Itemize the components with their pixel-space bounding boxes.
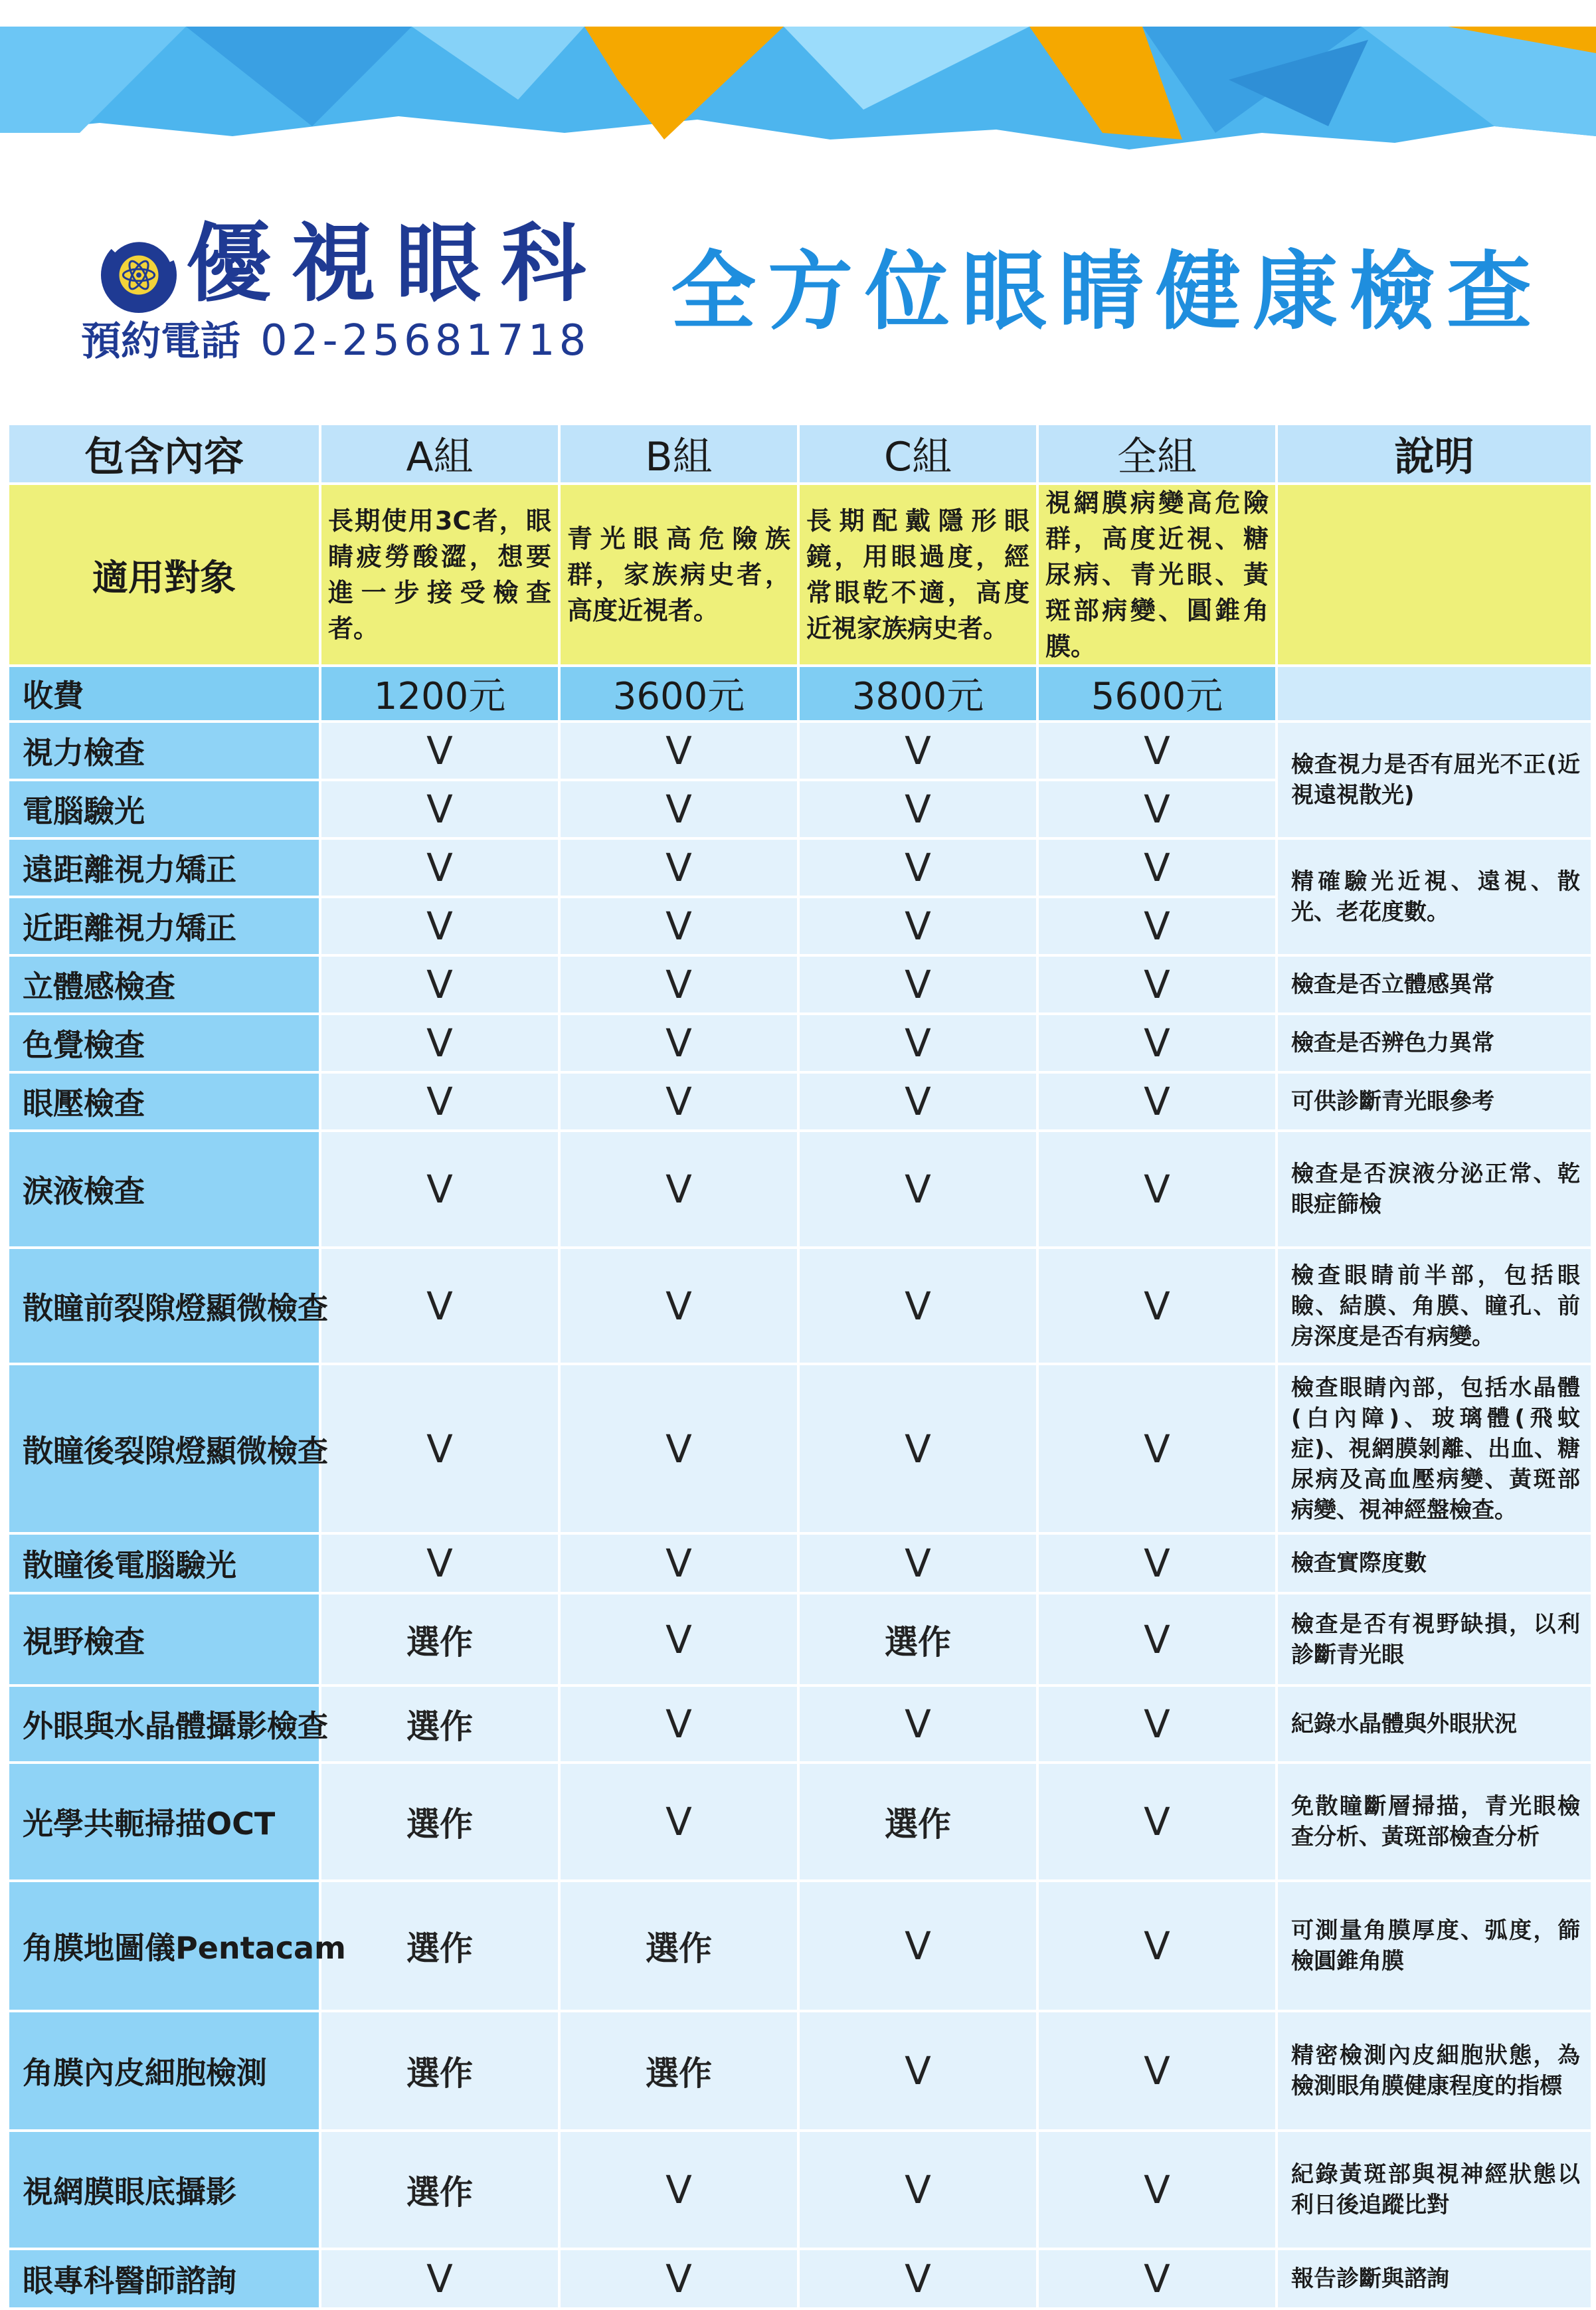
exam-description: 檢查眼睛前半部，包括眼瞼、結膜、角膜、瞳孔、前房深度是否有病變。	[1277, 1248, 1592, 1364]
mark-group-b: V	[559, 1763, 798, 1881]
exam-name: 視網膜眼底攝影	[8, 2131, 320, 2249]
exam-description: 檢查是否有視野缺損，以利診斷青光眼	[1277, 1593, 1592, 1685]
mark-all: V	[1037, 722, 1277, 780]
mark-group-a: V	[320, 1072, 559, 1131]
col-header-group-a: A組	[320, 424, 559, 484]
exam-description: 可供診斷青光眼參考	[1277, 1072, 1592, 1131]
exam-description: 檢查眼睛內部，包括水晶體(白內障)、玻璃體(飛蚊症)、視網膜剝離、出血、糖尿病及高血壓病變、黃斑部病變、視神經盤檢查。	[1277, 1364, 1592, 1533]
mark-group-c: V	[798, 2249, 1037, 2309]
mark-all: V	[1037, 838, 1277, 897]
target-group-b: 青光眼高危險族群，家族病史者，高度近視者。	[559, 484, 798, 666]
mark-group-b: V	[559, 1072, 798, 1131]
exam-name: 散瞳後電腦驗光	[8, 1533, 320, 1593]
mark-group-b: V	[559, 1593, 798, 1685]
mark-group-a: V	[320, 1014, 559, 1072]
mark-group-c: V	[798, 780, 1037, 838]
mark-group-a: 選作	[320, 2011, 559, 2131]
mark-group-c: V	[798, 1072, 1037, 1131]
exam-description: 報告診斷與諮詢	[1277, 2249, 1592, 2309]
exam-description: 檢查視力是否有屈光不正(近視遠視散光)	[1277, 722, 1592, 838]
phone-line	[81, 311, 590, 381]
col-header-description: 說明	[1277, 424, 1592, 484]
table-row	[8, 955, 1592, 1014]
mark-group-c: V	[798, 2011, 1037, 2131]
decorative-banner	[0, 0, 1596, 173]
exam-description: 紀錄黃斑部與視神經狀態以利日後追蹤比對	[1277, 2131, 1592, 2249]
mark-group-b: 選作	[559, 2011, 798, 2131]
table-row	[8, 2131, 1592, 2249]
exam-name: 散瞳後裂隙燈顯微檢查	[8, 1364, 320, 1533]
mark-group-b: 選作	[559, 1881, 798, 2011]
exam-name: 眼壓檢查	[8, 1072, 320, 1131]
table-row	[8, 1072, 1592, 1131]
mark-group-a: V	[320, 897, 559, 955]
fee-label: 收費	[8, 666, 320, 722]
mark-group-b: V	[559, 2249, 798, 2309]
mark-group-a: V	[320, 838, 559, 897]
exam-name: 視野檢查	[8, 1593, 320, 1685]
mark-group-c: V	[798, 1881, 1037, 2011]
table-row	[8, 722, 1592, 780]
clinic-logo-icon	[100, 236, 178, 314]
mark-group-a: 選作	[320, 2131, 559, 2249]
table-row	[8, 1014, 1592, 1072]
mark-group-c: V	[798, 955, 1037, 1014]
table-row	[8, 1364, 1592, 1533]
mark-group-c: V	[798, 1685, 1037, 1763]
phone-number[interactable]: 02-25681718	[260, 316, 590, 365]
target-row	[8, 484, 1592, 666]
table-row	[8, 838, 1592, 897]
exam-description: 檢查是否辨色力異常	[1277, 1014, 1592, 1072]
mark-all: V	[1037, 780, 1277, 838]
target-group-c: 長期配戴隱形眼鏡，用眼過度，經常眼乾不適，高度近視家族病史者。	[798, 484, 1037, 666]
exam-name: 角膜地圖儀Pentacam	[8, 1881, 320, 2011]
mark-all: V	[1037, 1072, 1277, 1131]
table-row	[8, 2011, 1592, 2131]
exam-name: 角膜內皮細胞檢測	[8, 2011, 320, 2131]
table-row	[8, 1593, 1592, 1685]
mark-group-c: V	[798, 1248, 1037, 1364]
mark-group-a: 選作	[320, 1881, 559, 2011]
mark-group-c: V	[798, 1131, 1037, 1248]
mark-group-a: 選作	[320, 1685, 559, 1763]
mark-group-b: V	[559, 780, 798, 838]
mark-all: V	[1037, 897, 1277, 955]
exam-description: 檢查實際度數	[1277, 1533, 1592, 1593]
exam-name: 光學共軛掃描OCT	[8, 1763, 320, 1881]
fee-all: 5600元	[1037, 666, 1277, 722]
mark-group-a: V	[320, 1131, 559, 1248]
mark-group-b: V	[559, 722, 798, 780]
clinic-name: 優視眼科	[186, 215, 606, 314]
target-group-a: 長期使用3C者，眼睛疲勞酸澀，想要進一步接受檢查者。	[320, 484, 559, 666]
exam-name: 眼專科醫師諮詢	[8, 2249, 320, 2309]
mark-group-b: V	[559, 955, 798, 1014]
mark-all: V	[1037, 1248, 1277, 1364]
mark-all: V	[1037, 2131, 1277, 2249]
mark-group-a: 選作	[320, 1593, 559, 1685]
table-row	[8, 2249, 1592, 2309]
exam-description: 檢查是否淚液分泌正常、乾眼症篩檢	[1277, 1131, 1592, 1248]
mark-group-a: V	[320, 1533, 559, 1593]
mark-all: V	[1037, 1533, 1277, 1593]
exam-description: 精確驗光近視、遠視、散光、老花度數。	[1277, 838, 1592, 955]
exam-name: 立體感檢查	[8, 955, 320, 1014]
phone-label: 預約電話	[81, 318, 240, 365]
target-description-empty	[1277, 484, 1592, 666]
mark-group-c: V	[798, 1364, 1037, 1533]
exam-name: 色覺檢查	[8, 1014, 320, 1072]
table-row	[8, 1248, 1592, 1364]
mark-all: V	[1037, 1881, 1277, 2011]
mark-group-b: V	[559, 1685, 798, 1763]
fee-group-c: 3800元	[798, 666, 1037, 722]
exam-name: 散瞳前裂隙燈顯微檢查	[8, 1248, 320, 1364]
fee-description-empty	[1277, 666, 1592, 722]
mark-group-c: V	[798, 722, 1037, 780]
col-header-all: 全組	[1037, 424, 1277, 484]
mark-group-b: V	[559, 1533, 798, 1593]
exam-name: 遠距離視力矯正	[8, 838, 320, 897]
mark-group-c: 選作	[798, 1763, 1037, 1881]
fee-group-b: 3600元	[559, 666, 798, 722]
exam-name: 視力檢查	[8, 722, 320, 780]
mark-group-b: V	[559, 1364, 798, 1533]
fee-group-a: 1200元	[320, 666, 559, 722]
mark-group-c: V	[798, 897, 1037, 955]
exam-description: 可測量角膜厚度、弧度，篩檢圓錐角膜	[1277, 1881, 1592, 2011]
mark-group-c: V	[798, 1014, 1037, 1072]
col-header-group-b: B組	[559, 424, 798, 484]
mark-group-b: V	[559, 1248, 798, 1364]
table-row	[8, 1131, 1592, 1248]
exam-name: 淚液檢查	[8, 1131, 320, 1248]
mark-group-c: 選作	[798, 1593, 1037, 1685]
mark-all: V	[1037, 1014, 1277, 1072]
mark-all: V	[1037, 1364, 1277, 1533]
mark-group-a: V	[320, 1248, 559, 1364]
mark-group-a: 選作	[320, 1763, 559, 1881]
exam-name: 電腦驗光	[8, 780, 320, 838]
mark-all: V	[1037, 1131, 1277, 1248]
table-row	[8, 1763, 1592, 1881]
mark-group-a: V	[320, 1364, 559, 1533]
exam-name: 近距離視力矯正	[8, 897, 320, 955]
mark-group-b: V	[559, 2131, 798, 2249]
col-header-content: 包含內容	[8, 424, 320, 484]
mark-group-c: V	[798, 2131, 1037, 2249]
mark-all: V	[1037, 1685, 1277, 1763]
mark-group-a: V	[320, 780, 559, 838]
mark-group-b: V	[559, 897, 798, 955]
exam-name: 外眼與水晶體攝影檢查	[8, 1685, 320, 1763]
table-row	[8, 1881, 1592, 2011]
page-title: 全方位眼睛健康檢查	[671, 242, 1544, 341]
mark-group-b: V	[559, 838, 798, 897]
exam-description: 紀錄水晶體與外眼狀況	[1277, 1685, 1592, 1763]
exam-description: 檢查是否立體感異常	[1277, 955, 1592, 1014]
table-row	[8, 1533, 1592, 1593]
mark-all: V	[1037, 2011, 1277, 2131]
target-all: 視網膜病變高危險群，高度近視、糖尿病、青光眼、黃斑部病變、圓錐角膜。	[1037, 484, 1277, 666]
mark-group-b: V	[559, 1014, 798, 1072]
mark-group-a: V	[320, 722, 559, 780]
exam-description: 精密檢測內皮細胞狀態，為檢測眼角膜健康程度的指標	[1277, 2011, 1592, 2131]
mark-group-a: V	[320, 955, 559, 1014]
mark-group-c: V	[798, 1533, 1037, 1593]
col-header-group-c: C組	[798, 424, 1037, 484]
mark-group-b: V	[559, 1131, 798, 1248]
mark-all: V	[1037, 1593, 1277, 1685]
mark-group-c: V	[798, 838, 1037, 897]
exam-description: 免散瞳斷層掃描，青光眼檢查分析、黃斑部檢查分析	[1277, 1763, 1592, 1881]
fee-row	[8, 666, 1592, 722]
mark-all: V	[1037, 1763, 1277, 1881]
table-row	[8, 1685, 1592, 1763]
mark-group-a: V	[320, 2249, 559, 2309]
target-label: 適用對象	[8, 484, 320, 666]
exam-package-table	[7, 423, 1593, 2310]
mark-all: V	[1037, 955, 1277, 1014]
mark-all: V	[1037, 2249, 1277, 2309]
table-header-row	[8, 424, 1592, 484]
